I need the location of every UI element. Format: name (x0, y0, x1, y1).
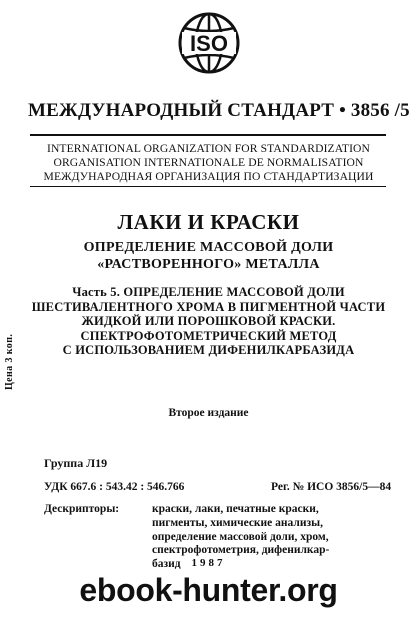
document-title: ЛАКИ И КРАСКИ (117, 210, 300, 234)
iso-logo (178, 12, 240, 74)
part-line: Часть 5. ОПРЕДЕЛЕНИЕ МАССОВОЙ ДОЛИ (72, 285, 345, 299)
org-name-ru: МЕЖДУНАРОДНАЯ ОРГАНИЗАЦИЯ ПО СТАНДАРТИЗАЦИИ (43, 170, 374, 183)
part-title (0, 285, 417, 358)
org-name-fr: ORGANISATION INTERNATIONALE DE NORMALISATION (53, 156, 364, 169)
org-name-en: INTERNATIONAL ORGANIZATION FOR STANDARDIZATION (46, 142, 370, 155)
group-label: Группа Л19 (44, 456, 108, 470)
descriptor-line: краски, лаки, печатные краски, (152, 503, 319, 515)
part-line: СПЕКТРОФОТОМЕТРИЧЕСКИЙ МЕТОД (80, 328, 337, 343)
price-label: Цена 3 коп. (4, 333, 15, 390)
descriptor-line: спектрофотометрия, дифенилкар- (152, 544, 330, 557)
part-line: ЖИДКОЙ ИЛИ ПОРОШКОВОЙ КРАСКИ. (81, 314, 336, 328)
subtitle-line: ОПРЕДЕЛЕНИЕ МАССОВОЙ ДОЛИ (83, 240, 334, 255)
edition-label: Второе издание (168, 407, 249, 419)
divider-bottom (30, 186, 386, 187)
descriptor-line: базид (152, 558, 181, 571)
iso-logo-text: ISO (190, 31, 228, 56)
descriptors-label: Дескрипторы: (44, 503, 120, 515)
watermark-text: ebook-hunter.org (79, 572, 338, 608)
divider-top (30, 134, 386, 136)
udk-code: УДК 667.6 : 543.42 : 546.766 (44, 481, 185, 493)
descriptor-line: определение массовой доли, хром, (152, 530, 329, 543)
publication-year: 1987 (191, 557, 226, 569)
standard-title: МЕЖДУНАРОДНЫЙ СТАНДАРТ • 3856 /5 (28, 100, 410, 121)
part-line: ШЕСТИВАЛЕНТНОГО ХРОМА В ПИГМЕНТНОЙ ЧАСТИ (31, 299, 386, 314)
subtitle-line: «РАСТВОРЕННОГО» МЕТАЛЛА (97, 257, 320, 272)
part-line: С ИСПОЛЬЗОВАНИЕМ ДИФЕНИЛКАРБАЗИДА (62, 343, 355, 357)
document-subtitle (0, 239, 417, 273)
descriptor-line: пигменты, химические анализы, (152, 516, 323, 529)
registration-number: Рег. № ИСО 3856/5—84 (271, 481, 392, 493)
